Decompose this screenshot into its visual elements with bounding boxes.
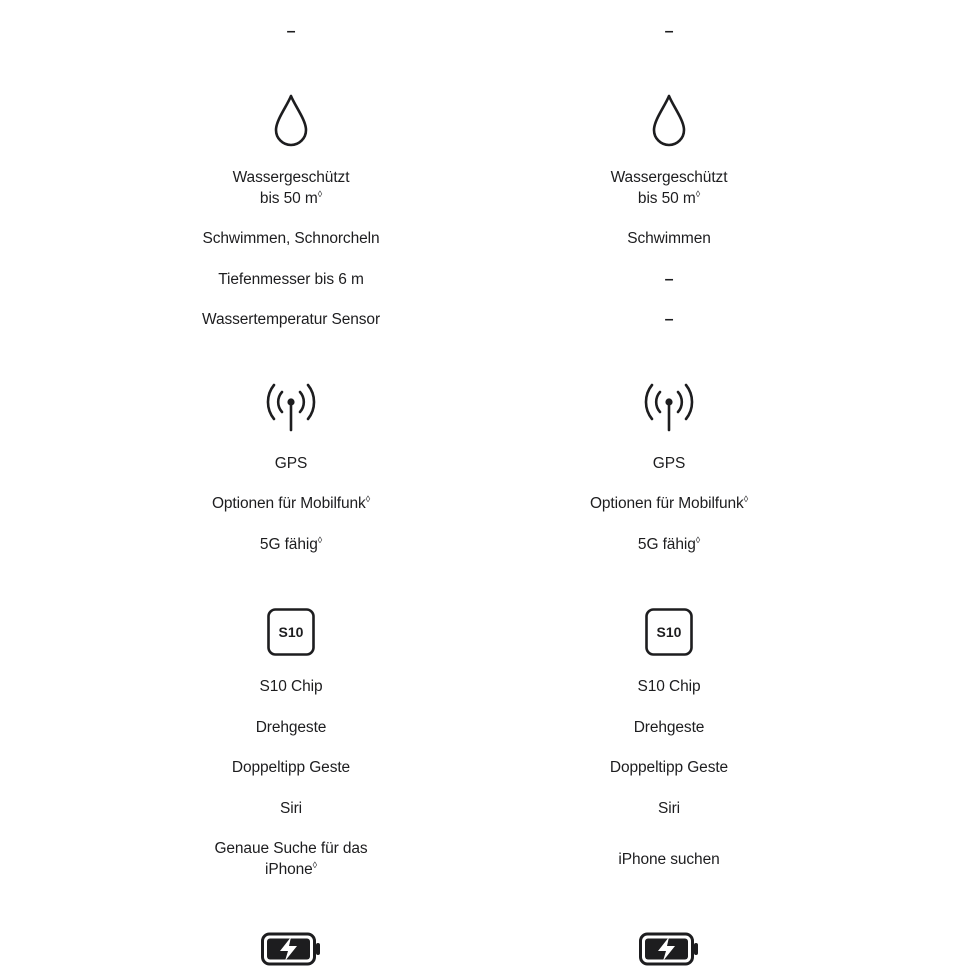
water-drop-icon bbox=[141, 94, 441, 148]
unavailable-dash: – bbox=[286, 23, 296, 40]
comparison-column-left bbox=[141, 0, 441, 960]
chip-icon bbox=[141, 607, 441, 657]
5g-label: 5G fähig◊ bbox=[637, 535, 701, 553]
siri-label: Siri bbox=[280, 800, 302, 817]
antenna-icon bbox=[519, 381, 819, 433]
double-tap-label: Doppeltipp Geste bbox=[609, 759, 729, 776]
water-resistance-label: Wassergeschützt bis 50 m◊ bbox=[232, 169, 350, 207]
double-tap-label: Doppeltipp Geste bbox=[231, 759, 351, 776]
5g-label: 5G fähig◊ bbox=[259, 535, 323, 553]
chip-name-label: S10 Chip bbox=[259, 678, 323, 695]
cellular-label: Optionen für Mobilfunk◊ bbox=[589, 494, 749, 512]
battery-charging-icon bbox=[519, 930, 819, 966]
water-drop-icon bbox=[519, 94, 819, 148]
chip-icon-label: S10 bbox=[278, 624, 304, 640]
gps-label: GPS bbox=[652, 455, 686, 472]
find-iphone-label: iPhone suchen bbox=[618, 851, 720, 868]
chip-name-label: S10 Chip bbox=[637, 678, 701, 695]
depth-gauge-dash: – bbox=[664, 271, 674, 288]
water-activity-label: Schwimmen, Schnorcheln bbox=[202, 230, 380, 247]
rotate-gesture-label: Drehgeste bbox=[255, 719, 327, 736]
comparison-column-right bbox=[519, 0, 819, 960]
battery-charging-icon bbox=[141, 930, 441, 966]
rotate-gesture-label: Drehgeste bbox=[633, 719, 705, 736]
chip-icon bbox=[519, 607, 819, 657]
siri-label: Siri bbox=[658, 800, 680, 817]
antenna-icon bbox=[141, 381, 441, 433]
depth-gauge-label: Tiefenmesser bis 6 m bbox=[218, 271, 364, 288]
water-resistance-label: Wassergeschützt bis 50 m◊ bbox=[610, 169, 728, 207]
chip-icon-label: S10 bbox=[656, 624, 682, 640]
water-temperature-dash: – bbox=[664, 311, 674, 328]
find-iphone-label: Genaue Suche für das iPhone◊ bbox=[214, 840, 368, 878]
unavailable-dash: – bbox=[664, 23, 674, 40]
water-temperature-label: Wassertemperatur Sensor bbox=[201, 311, 381, 328]
cellular-label: Optionen für Mobilfunk◊ bbox=[211, 494, 371, 512]
water-activity-label: Schwimmen bbox=[627, 230, 711, 247]
gps-label: GPS bbox=[274, 455, 308, 472]
